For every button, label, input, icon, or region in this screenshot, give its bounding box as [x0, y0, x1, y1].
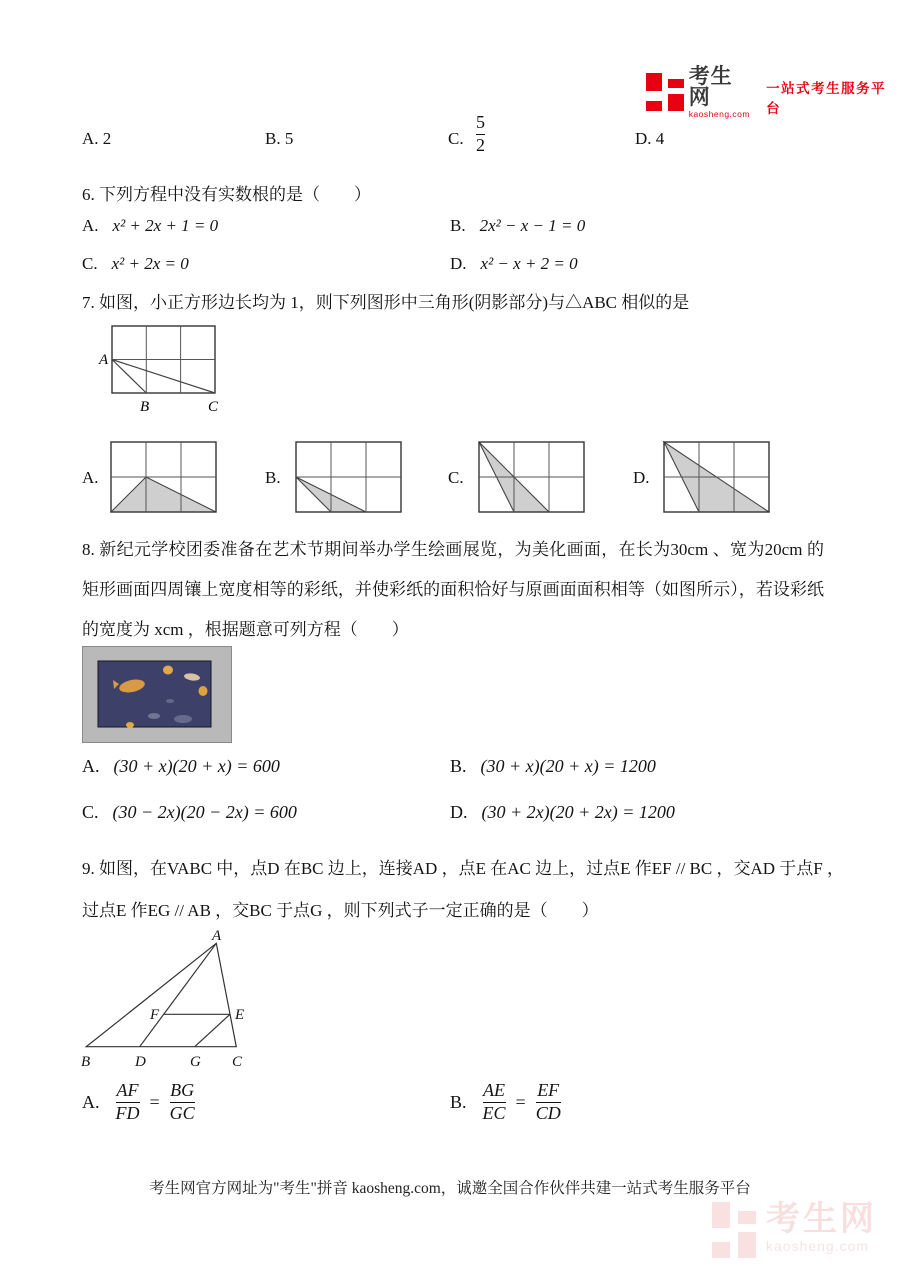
fraction-denominator: CD: [535, 1102, 561, 1123]
option-equation: (30 − 2x)(20 − 2x) = 600: [112, 802, 297, 822]
q5-option-c-fraction: [476, 112, 485, 156]
fraction-denominator: FD: [115, 1102, 140, 1123]
option-equation: x² − x + 2 = 0: [480, 254, 578, 273]
q8-option-d: [450, 802, 675, 823]
q9-triangle-figure: [80, 928, 265, 1076]
watermark-brand: 考生网: [766, 1200, 877, 1238]
brand-domain: kaosheng.com: [688, 109, 750, 119]
brand-text: [689, 66, 754, 119]
option-label: B.: [450, 216, 466, 235]
option-label: A.: [82, 756, 100, 776]
q8-option-b: [450, 756, 656, 777]
vertex-label-a: A: [99, 352, 109, 368]
fraction-numerator: AF: [116, 1080, 139, 1100]
option-equation: 2x² − x − 1 = 0: [479, 216, 586, 235]
q6-option-c: [82, 254, 189, 274]
q7-option-a-label: A.: [82, 468, 99, 487]
fraction-numerator: AE: [483, 1080, 506, 1100]
header-logo: [646, 66, 900, 119]
option-label: D.: [450, 254, 467, 273]
q5-option-a: A. 2: [82, 129, 112, 148]
option-label: D.: [450, 802, 468, 822]
q6-option-b: [450, 216, 585, 236]
option-label: A.: [82, 1091, 100, 1112]
q7-option-c-label: C.: [448, 468, 464, 487]
q7-option-a-figure: [110, 441, 217, 513]
equals-sign: =: [149, 1091, 160, 1112]
option-label: A.: [82, 216, 99, 235]
q5-option-d: D. 4: [635, 129, 665, 148]
vertex-label-b: B: [140, 399, 150, 415]
fraction: [116, 1080, 140, 1124]
kaosheng-logo-icon: [646, 73, 684, 111]
vertex-label-a: A: [212, 928, 222, 944]
q6-option-a: [82, 216, 218, 236]
option-label: B.: [450, 756, 467, 776]
kaosheng-watermark-icon: [712, 1202, 756, 1258]
fraction-denominator: 2: [476, 134, 485, 155]
vertex-label-f: F: [150, 1007, 160, 1023]
brand-name: 考生网: [688, 65, 733, 109]
watermark-domain: kaosheng.com: [766, 1238, 870, 1254]
fraction-numerator: 5: [476, 112, 485, 132]
q6-option-d: [450, 254, 578, 274]
option-label: C.: [82, 254, 98, 273]
option-equation: (30 + 2x)(20 + 2x) = 1200: [481, 802, 675, 822]
watermark-logo: [712, 1202, 877, 1258]
q8-option-c: [82, 802, 297, 823]
option-equation: x² + 2x = 0: [111, 254, 189, 273]
brand-slogan: 一站式考生服务平台: [766, 81, 887, 117]
vertex-label-b: B: [81, 1054, 91, 1070]
fraction-numerator: BG: [170, 1080, 195, 1100]
vertex-label-c: C: [232, 1054, 243, 1070]
fraction: [170, 1080, 195, 1124]
q7-main-figure: [92, 322, 242, 427]
q5-option-c-label: C.: [448, 129, 464, 148]
q7-stem: 7. 如图，小正方形边长均为 1，则下列图形中三角形(阴影部分)与△ABC 相似的是: [82, 293, 690, 312]
option-equation: x² + 2x + 1 = 0: [112, 216, 219, 235]
fraction: [536, 1080, 561, 1124]
q9-option-b: [450, 1080, 561, 1124]
q6-stem: 6. 下列方程中没有实数根的是（ ）: [82, 185, 371, 204]
q7-option-d-label: D.: [633, 468, 650, 487]
q7-option-d-figure: [663, 441, 770, 513]
q9-stem: 9. 如图，在VABC 中，点D 在BC 边上，连接AD ，点E 在AC 边上，过点E 作EF // BC ，交AD 于点F ，过点E 作EG // AB ，交BC 于点G ，则下列式子一定正确的是（ ）: [82, 859, 844, 920]
q9-option-a: [82, 1080, 195, 1124]
vertex-label-c: C: [208, 399, 219, 415]
vertex-label-d: D: [135, 1054, 146, 1070]
vertex-label-e: E: [235, 1007, 245, 1023]
q8-stem: 8. 新纪元学校团委准备在艺术节期间举办学生绘画展览，为美化画面，在长为30cm 、宽为20cm 的矩形画面四周镶上宽度相等的彩纸，并使彩纸的面积恰好与原画面面积相等（如图所示），若设彩纸的宽度为 xcm ，根据题意可列方程（ ）: [82, 540, 824, 639]
option-equation: (30 + x)(20 + x) = 600: [113, 756, 280, 776]
q8-picture-frame: [82, 646, 232, 743]
fraction-denominator: GC: [169, 1102, 195, 1123]
q7-option-b-figure: [295, 441, 402, 513]
footer-text: 考生网官方网址为"考生"拼音 kaosheng.com，诚邀全国合作伙伴共建一站式考生服务平台: [149, 1180, 751, 1197]
q8-option-a: [82, 756, 280, 777]
q7-option-c-figure: [478, 441, 585, 513]
equals-sign: =: [515, 1091, 526, 1112]
vertex-label-g: G: [190, 1054, 201, 1070]
option-label: B.: [450, 1091, 467, 1112]
fraction-denominator: EC: [482, 1102, 506, 1123]
option-equation: (30 + x)(20 + x) = 1200: [480, 756, 656, 776]
watermark-text: [766, 1202, 877, 1253]
q7-option-b-label: B.: [265, 468, 281, 487]
fraction-numerator: EF: [537, 1080, 560, 1100]
option-label: C.: [82, 802, 99, 822]
q5-option-b: B. 5: [265, 129, 294, 148]
fraction: [483, 1080, 506, 1124]
